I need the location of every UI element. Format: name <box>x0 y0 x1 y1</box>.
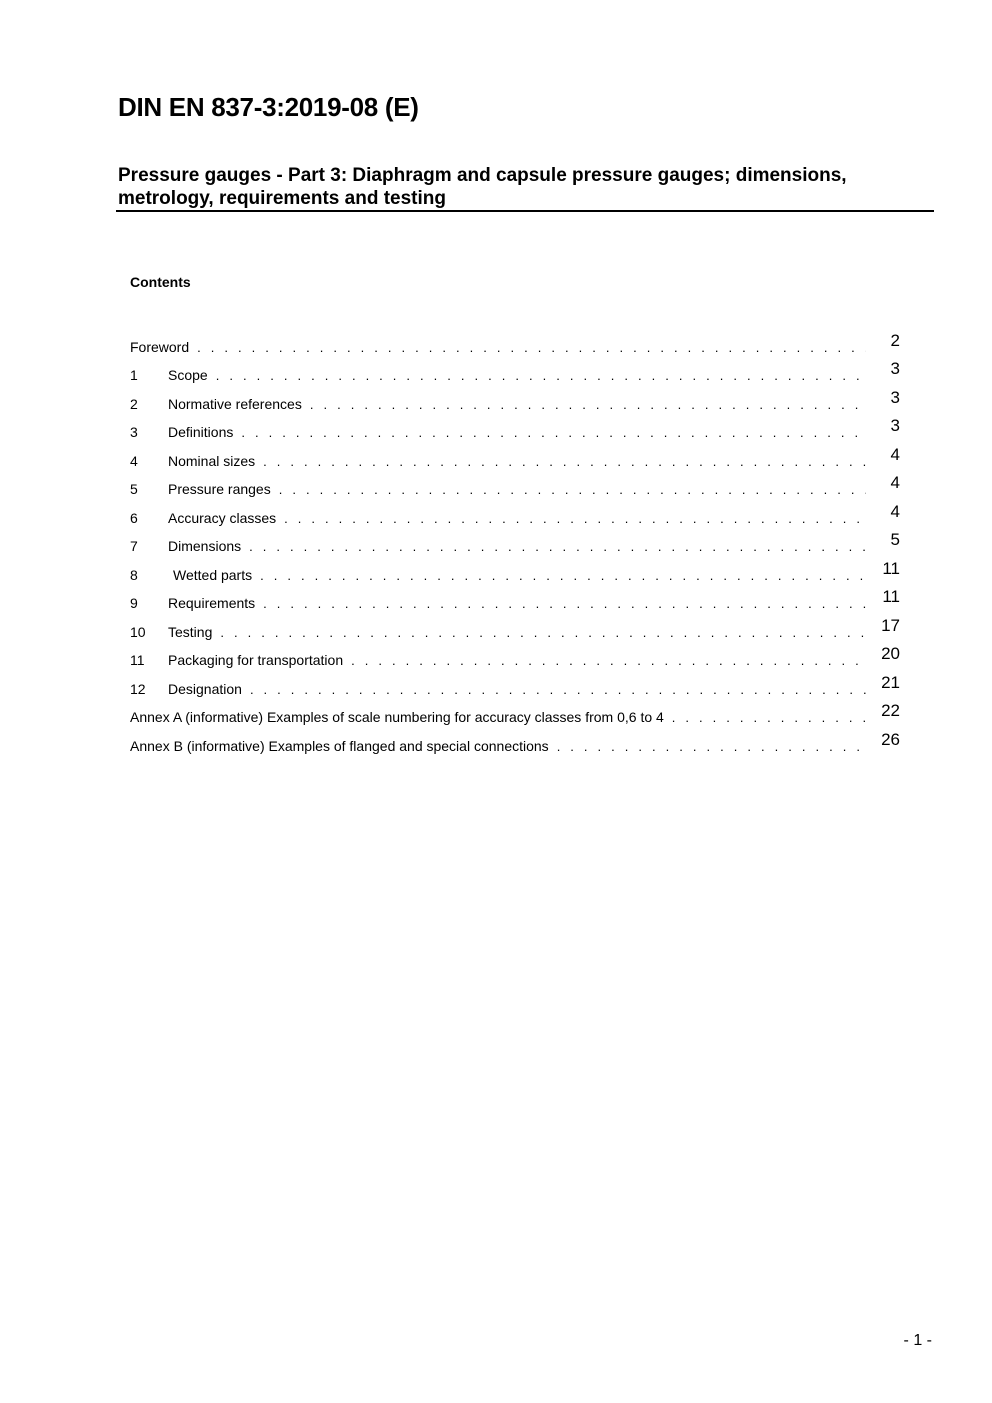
toc-leader-dots <box>197 340 866 355</box>
toc-entry-number: 6 <box>130 509 138 526</box>
toc-entry-number: 3 <box>130 424 138 440</box>
toc-entry-page: 4 <box>890 444 900 464</box>
toc-entry-number: 4 <box>130 452 138 469</box>
toc-entry-packaging[interactable] <box>130 640 900 669</box>
toc-leader-dots <box>250 682 866 697</box>
toc-entry-number: 8 <box>130 566 138 583</box>
toc-entry-number: 7 <box>130 538 138 554</box>
toc-entry-annex-b[interactable] <box>130 725 900 754</box>
toc-entry-number: 9 <box>130 595 138 611</box>
toc-leader-dots <box>249 539 866 554</box>
toc-leader-dots <box>284 511 866 526</box>
toc-entry-page: 11 <box>882 558 900 578</box>
toc-entry-page: 4 <box>890 501 900 521</box>
toc-entry-page: 3 <box>890 387 900 407</box>
toc-entry-page: 26 <box>881 729 900 749</box>
toc-entry-label: Scope <box>168 367 208 383</box>
toc-entry-label: Requirements <box>168 595 256 611</box>
toc-entry-label: Annex A (informative) Examples of scale numbering for accuracy classes from 0,6 to 4 <box>130 709 664 725</box>
toc-leader-dots <box>557 739 866 754</box>
toc-entry-number: 10 <box>130 623 146 640</box>
toc-entry-definitions[interactable] <box>130 412 900 441</box>
toc-leader-dots <box>220 625 866 640</box>
page-number: - 1 - <box>903 1332 932 1349</box>
toc-leader-dots <box>241 425 866 440</box>
toc-leader-dots <box>216 368 866 383</box>
toc-entry-label: Packaging for transportation <box>168 652 344 668</box>
toc-entry-annex-a[interactable] <box>130 697 900 726</box>
toc-leader-dots <box>260 568 866 583</box>
toc-entry-number: 1 <box>130 367 138 383</box>
toc-entry-foreword[interactable] <box>130 326 900 355</box>
toc-entry-page: 4 <box>890 473 900 492</box>
toc-leader-dots <box>279 482 866 497</box>
toc-entry-page: 21 <box>881 672 900 692</box>
toc-entry-page: 20 <box>881 644 900 663</box>
document-id: DIN EN 837-3:2019-08 (E) <box>118 92 419 122</box>
toc-entry-label: Designation <box>168 680 242 697</box>
toc-leader-dots <box>310 397 866 412</box>
contents-heading: Contents <box>130 274 191 290</box>
toc-entry-dimensions[interactable] <box>130 526 900 555</box>
toc-entry-label: Annex B (informative) Examples of flanged and special connections <box>130 737 549 754</box>
toc-entry-testing[interactable] <box>130 611 900 640</box>
toc-entry-wetted-parts[interactable] <box>130 554 900 583</box>
toc-leader-dots <box>672 710 866 725</box>
toc-entry-page: 5 <box>890 530 900 549</box>
toc-entry-page: 17 <box>881 615 900 635</box>
toc-entry-pressure-ranges[interactable] <box>130 469 900 498</box>
toc-entry-label: Accuracy classes <box>168 509 277 526</box>
toc-entry-label: Nominal sizes <box>168 452 256 469</box>
toc-entry-designation[interactable] <box>130 668 900 697</box>
toc-entry-nominal-sizes[interactable] <box>130 440 900 469</box>
title-underline <box>116 210 934 212</box>
toc-entry-number: 11 <box>130 652 145 668</box>
toc-entry-requirements[interactable] <box>130 583 900 612</box>
toc-entry-number: 12 <box>130 680 146 697</box>
toc-leader-dots <box>263 596 866 611</box>
toc-leader-dots <box>351 653 866 668</box>
document-title: Pressure gauges - Part 3: Diaphragm and capsule pressure gauges; dimensions, metrology, requirements and testing <box>118 165 847 209</box>
toc-entry-normative-references[interactable] <box>130 383 900 412</box>
toc-entry-label: Normative references <box>168 395 302 412</box>
toc-entry-number: 5 <box>130 481 138 497</box>
toc-entry-page: 3 <box>890 416 900 435</box>
toc-entry-label: Testing <box>168 623 213 640</box>
table-of-contents <box>130 326 900 754</box>
toc-entry-label: Definitions <box>168 424 234 440</box>
toc-leader-dots <box>263 454 866 469</box>
toc-entry-page: 11 <box>882 587 900 606</box>
toc-entry-number: 2 <box>130 395 138 412</box>
toc-entry-label: Foreword <box>130 338 190 355</box>
toc-entry-page: 2 <box>890 330 900 350</box>
toc-entry-label: Wetted parts <box>173 566 253 583</box>
toc-entry-label: Dimensions <box>168 538 242 554</box>
toc-entry-accuracy-classes[interactable] <box>130 497 900 526</box>
toc-entry-page: 22 <box>881 701 900 720</box>
toc-entry-page: 3 <box>890 359 900 378</box>
toc-entry-label: Pressure ranges <box>168 481 271 497</box>
toc-entry-scope[interactable] <box>130 355 900 384</box>
